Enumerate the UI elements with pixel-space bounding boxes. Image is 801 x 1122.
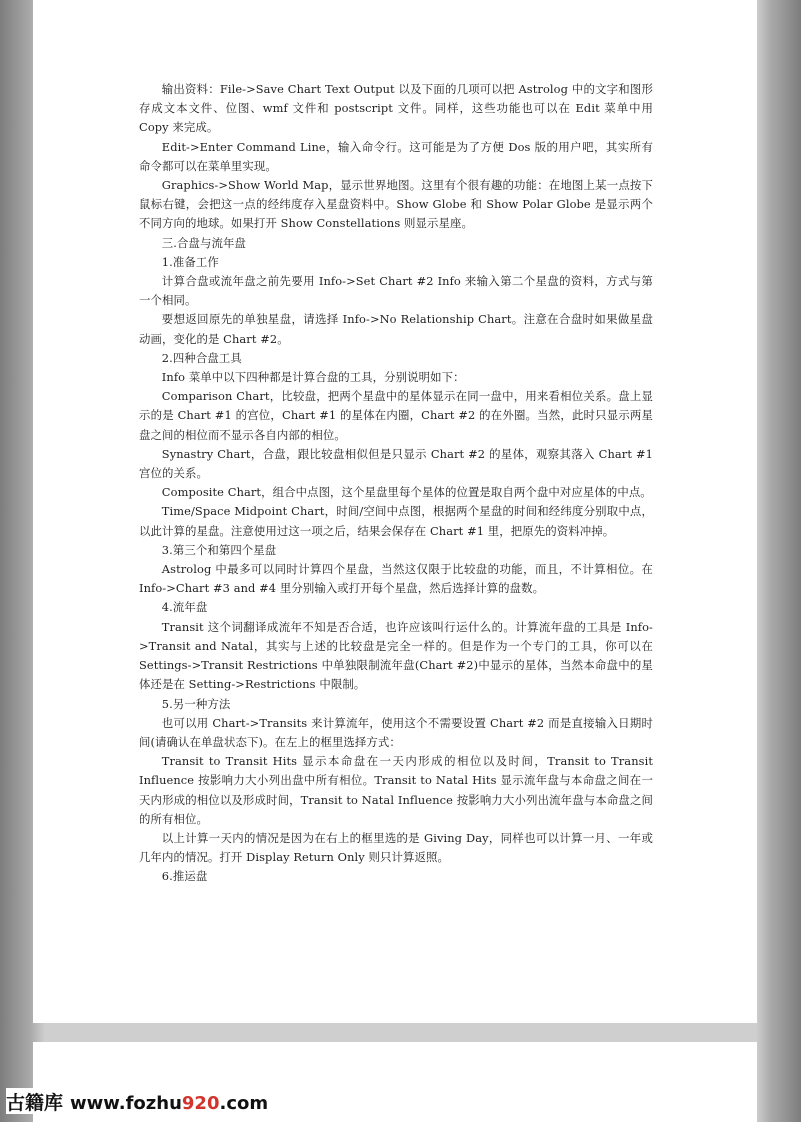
paragraph: Composite Chart，组合中点图，这个星盘里每个星体的位置是取自两个盘中对应星体的中点。 [161,485,652,500]
paragraph: Time/Space Midpoint Chart，时间/空间中点图，根据两个星盘的时间和经纬度分别取中点，以此计算的星盘。注意使用过这一项之后，结果会保存在 Chart #1 里，把原先的资料冲掉。 [139,504,653,538]
paragraph: 三.合盘与流年盘 [161,235,246,250]
paragraph: Transit 这个词翻译成流年不知是否合适，也许应该叫行运什么的。计算流年盘的工具是 Info->Transit and Natal，其实与上述的比较盘是完全一样的。但是作为一个专门的工具，你可以在 Settings->Transit Restrictions 中单独限制流年盘(Chart #2)中显示的星体，当然本命盘中的星体还是在 Setting->Restrictions 中限制。 [139,619,653,692]
paragraph: 5.另一种方法 [161,696,231,711]
paragraph: Transit to Transit Hits 显示本命盘在一天内形成的相位以及时间，Transit to Transit Influence 按影响力大小列出盘中所有相位。Transit to Natal Hits 显示流年盘与本命盘之间在一天内形成的相位以及形成时间，Transit to Natal Influence 按影响力大小列出流年盘与本命盘之间的所有相位。 [139,754,653,826]
site-watermark [6,1088,272,1114]
paragraph: Graphics->Show World Map，显示世界地图。这里有个很有趣的功能：在地图上某一点按下鼠标右键，会把这一点的经纬度存入星盘资料中。Show Globe 和 Show Polar Globe 是显示两个不同方向的地球。如果打开 Show Constellations 则显示星座。 [139,178,653,231]
paragraph: 3.第三个和第四个星盘 [161,542,277,557]
watermark-site-name: 古籍库 [6,1092,64,1114]
paragraph: 要想返回原先的单独星盘，请选择 Info->No Relationship Chart。注意在合盘时如果做星盘动画，变化的是 Chart #2。 [139,312,653,346]
paragraph: 计算合盘或流年盘之前先要用 Info->Set Chart #2 Info 来输入第二个星盘的资料，方式与第一个相同。 [139,274,653,308]
paragraph: 以上计算一天内的情况是因为在右上的框里选的是 Giving Day，同样也可以计算一月、一年或几年内的情况。打开 Display Return Only 则只计算返照。 [139,830,653,865]
paragraph: 1.准备工作 [161,254,219,269]
paragraph: Info 菜单中以下四种都是计算合盘的工具，分别说明如下： [161,370,465,385]
document-page [33,0,757,1023]
paragraph: 4.流年盘 [161,600,208,615]
paragraph: Comparison Chart，比较盘，把两个星盘中的星体显示在同一盘中，用来看相位关系。盘上显示的是 Chart #1 的宫位，Chart #1 的星体在内圈，Chart #2 的在外圈。当然，此时只显示两星盘之间的相位而不显示各自内部的相位。 [139,389,653,442]
paragraph: Synastry Chart，合盘，跟比较盘相似但是只显示 Chart #2 的星体，观察其落入 Chart #1 宫位的关系。 [139,446,653,481]
paragraph: Astrolog 中最多可以同时计算四个星盘，当然这仅限于比较盘的功能，而且，不计算相位。在 Info->Chart #3 and #4 里分别输入或打开每个星盘，然后选择计算的盘数。 [139,562,653,596]
paragraph: Edit->Enter Command Line，输入命令行。这可能是为了方便 Dos 版的用户吧，其实所有命令都可以在菜单里实现。 [139,139,653,173]
watermark-url-prefix: www.fozhu [70,1093,182,1114]
paragraph: 输出资料：File->Save Chart Text Output 以及下面的几项可以把 Astrolog 中的文字和图形存成文本文件、位图、wmf 文件和 postscript 文件。同样，这些功能也可以在 Edit 菜单中用 Copy 来完成。 [139,82,653,135]
watermark-url-number: 920 [181,1093,220,1114]
paragraph: 6.推运盘 [161,869,208,884]
paragraph: 也可以用 Chart->Transits 来计算流年，使用这个不需要设置 Chart #2 而是直接输入日期时间(请确认在单盘状态下)。在左上的框里选择方式： [139,715,653,749]
watermark-url-suffix: .com [219,1093,269,1114]
document-body [139,80,653,887]
paragraph: 2.四种合盘工具 [161,350,242,365]
